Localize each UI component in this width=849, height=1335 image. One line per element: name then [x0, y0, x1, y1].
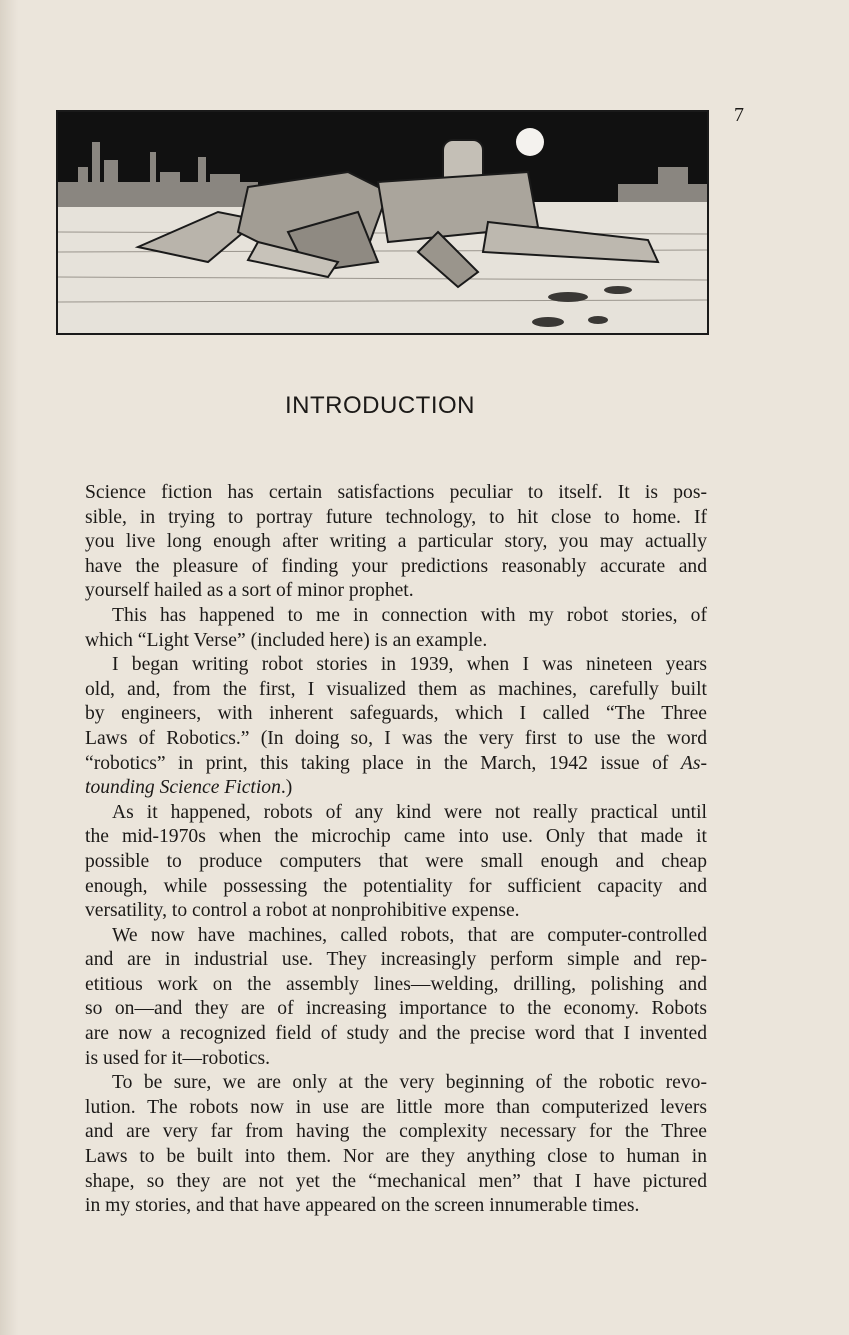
paragraph — [85, 1071, 707, 1219]
text-line — [85, 899, 707, 924]
text-segment: .) — [280, 777, 293, 799]
text-segment: “robotics” in print, this taking place in the March, 1942 issue of — [85, 752, 681, 774]
moon — [516, 128, 544, 156]
text-line — [85, 948, 707, 973]
text-line — [85, 653, 707, 678]
text-segment: lution. The robots now in use are little more than computerized levers — [85, 1096, 707, 1118]
text-segment: is used for it—robotics. — [85, 1047, 271, 1069]
text-segment: old, and, from the first, I visualized them as machines, carefully built — [85, 678, 707, 700]
body-text — [85, 481, 707, 1219]
text-line — [85, 1047, 707, 1072]
text-segment: and are in industrial use. They increasingly perform simple and rep- — [85, 949, 707, 971]
text-segment: which “Light Verse” (included here) is an example. — [85, 629, 488, 651]
text-segment: etitious work on the assembly lines—welding, drilling, polishing and — [85, 973, 707, 995]
paragraph — [85, 653, 707, 801]
text-segment: Laws to be built into them. Nor are they anything close to human in — [85, 1146, 707, 1168]
text-line — [85, 801, 707, 826]
text-segment: To be sure, we are only at the very beginning of the robotic revo- — [112, 1072, 707, 1094]
paragraph — [85, 924, 707, 1072]
text-segment: by engineers, with inherent safeguards, which I called “The Three — [85, 703, 707, 725]
robot-illustration — [56, 110, 709, 335]
italic-text: tounding Science Fiction — [85, 777, 281, 799]
text-line — [85, 1071, 707, 1096]
text-segment: This has happened to me in connection with my robot stories, of — [112, 604, 707, 626]
text-segment: you live long enough after writing a particular story, you may actually — [85, 531, 707, 553]
text-segment: in my stories, and that have appeared on the screen innumerable times. — [85, 1195, 640, 1217]
text-line — [85, 678, 707, 703]
page-gutter-shadow — [0, 0, 18, 1335]
text-segment: enough, while possessing the potentiality for sufficient capacity and — [85, 875, 707, 897]
text-segment: versatility, to control a robot at nonprohibitive expense. — [85, 900, 520, 922]
text-line — [85, 875, 707, 900]
text-line — [85, 481, 707, 506]
text-line — [85, 850, 707, 875]
text-line — [85, 604, 707, 629]
paragraph — [85, 801, 707, 924]
text-segment: We now have machines, called robots, that are computer-controlled — [112, 924, 707, 946]
text-segment: the mid-1970s when the microchip came into use. Only that made it — [85, 826, 707, 848]
text-segment: and are very far from having the complexity necessary for the Three — [85, 1121, 707, 1143]
text-line — [85, 1096, 707, 1121]
text-segment: so on—and they are of increasing importance to the economy. Robots — [85, 998, 707, 1020]
text-line — [85, 579, 707, 604]
text-segment: sible, in trying to portray future technology, to hit close to home. If — [85, 506, 707, 528]
italic-text: As- — [680, 752, 707, 774]
text-segment: As it happened, robots of any kind were not really practical until — [112, 801, 707, 823]
text-line — [85, 1120, 707, 1145]
text-line — [85, 1170, 707, 1195]
text-line — [85, 1194, 707, 1219]
text-line — [85, 973, 707, 998]
page-number: 7 — [734, 104, 744, 126]
text-segment: Laws of Robotics.” (In doing so, I was the very first to use the word — [85, 727, 707, 749]
text-line — [85, 1022, 707, 1047]
text-segment: possible to produce computers that were small enough and cheap — [85, 850, 707, 872]
text-line — [85, 924, 707, 949]
text-segment: yourself hailed as a sort of minor prophet. — [85, 580, 414, 602]
text-line — [85, 702, 707, 727]
paragraph — [85, 604, 707, 653]
text-segment: I began writing robot stories in 1939, when I was nineteen years — [112, 654, 707, 676]
text-line — [85, 530, 707, 555]
text-line — [85, 555, 707, 580]
text-segment: have the pleasure of finding your predictions reasonably accurate and — [85, 555, 707, 577]
text-segment: are now a recognized field of study and the precise word that I invented — [85, 1023, 707, 1045]
text-line — [85, 629, 707, 654]
text-line — [85, 506, 707, 531]
text-line — [85, 752, 707, 777]
text-line — [85, 776, 707, 801]
paragraph — [85, 481, 707, 604]
text-line — [85, 1145, 707, 1170]
chapter-heading: INTRODUCTION — [285, 392, 475, 419]
text-line — [85, 825, 707, 850]
text-line — [85, 727, 707, 752]
text-line — [85, 997, 707, 1022]
text-segment: Science fiction has certain satisfactions peculiar to itself. It is pos- — [85, 482, 707, 503]
text-segment: shape, so they are not yet the “mechanical men” that I have pictured — [85, 1170, 707, 1192]
